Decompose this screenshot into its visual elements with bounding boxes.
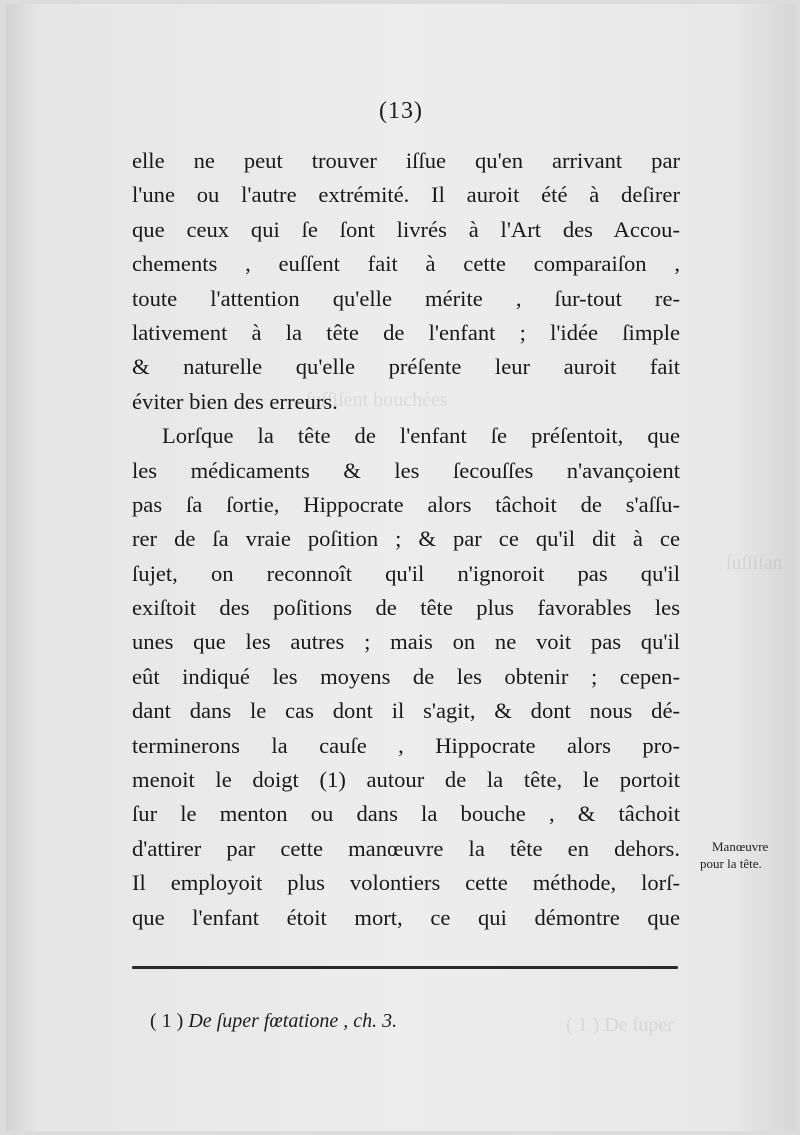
- body-text: [132, 144, 680, 935]
- text-line: que ceux qui ſe ſont livrés à l'Art des Accou-: [132, 216, 680, 242]
- text-line: menoit le doigt (1) autour de la tête, le portoit: [132, 767, 680, 793]
- text-line: que l'enfant étoit mort, ce qui démontre que: [132, 904, 680, 930]
- text-line: Lorſque la tête de l'enfant ſe préſentoit, que: [162, 423, 680, 449]
- book-page: [6, 4, 796, 1131]
- show-through-text: ( 1 ) De ſuper: [566, 1014, 674, 1036]
- text-line: terminerons la cauſe , Hippocrate alors pro-: [132, 732, 680, 758]
- footnote: [150, 1010, 397, 1033]
- page-number: (13): [379, 98, 423, 124]
- text-line: dant dans le cas dont il s'agit, & dont nous dé-: [132, 698, 680, 724]
- margin-note-line: pour la tête.: [700, 856, 762, 871]
- text-line: l'une ou l'autre extrémité. Il auroit été à deſirer: [132, 182, 680, 208]
- text-line: ſujet, on reconnoît qu'il n'ignoroit pas qu'il: [132, 560, 680, 586]
- text-line: exiſtoit des poſitions de tête plus favorables les: [132, 595, 680, 621]
- text-line: elle ne peut trouver iſſue qu'en arrivant par: [132, 148, 680, 173]
- margin-note: [694, 838, 796, 872]
- text-line: rer de ſa vraie poſition ; & par ce qu'il dit à ce: [132, 526, 680, 552]
- text-line: eût indiqué les moyens de les obtenir ; cepen-: [132, 663, 680, 689]
- footnote-text: De ſuper fœtatione , ch. 3.: [188, 1010, 398, 1032]
- text-line: ſur le menton ou dans la bouche , & tâchoit: [132, 801, 680, 827]
- text-line: unes que les autres ; mais on ne voit pas qu'il: [132, 629, 680, 655]
- text-line: & naturelle qu'elle préſente leur auroit fait: [132, 354, 680, 380]
- margin-note-line: Manœuvre: [712, 839, 769, 854]
- text-line: chements , euſſent fait à cette comparaiſon ,: [132, 251, 680, 277]
- text-line: toute l'attention qu'elle mérite , ſur-tout re-: [132, 285, 680, 311]
- text-line: les médicaments & les ſecouſſes n'avançoient: [132, 457, 680, 483]
- text-line: éviter bien des erreurs.: [132, 388, 338, 414]
- show-through-text: ſuſſiſan: [726, 552, 783, 574]
- footnote-marker: ( 1 ): [150, 1010, 184, 1032]
- footnote-rule: [132, 966, 678, 969]
- show-through-text: ſuſſiſent bouchées: [306, 389, 448, 411]
- text-line: pas ſa ſortie, Hippocrate alors tâchoit de s'aſſu-: [132, 491, 680, 517]
- text-line: Il employoit plus volontiers cette méthode, lorſ-: [132, 870, 680, 896]
- text-line: lativement à la tête de l'enfant ; l'idée ſimple: [132, 319, 680, 345]
- text-line: d'attirer par cette manœuvre la tête en dehors.: [132, 835, 680, 861]
